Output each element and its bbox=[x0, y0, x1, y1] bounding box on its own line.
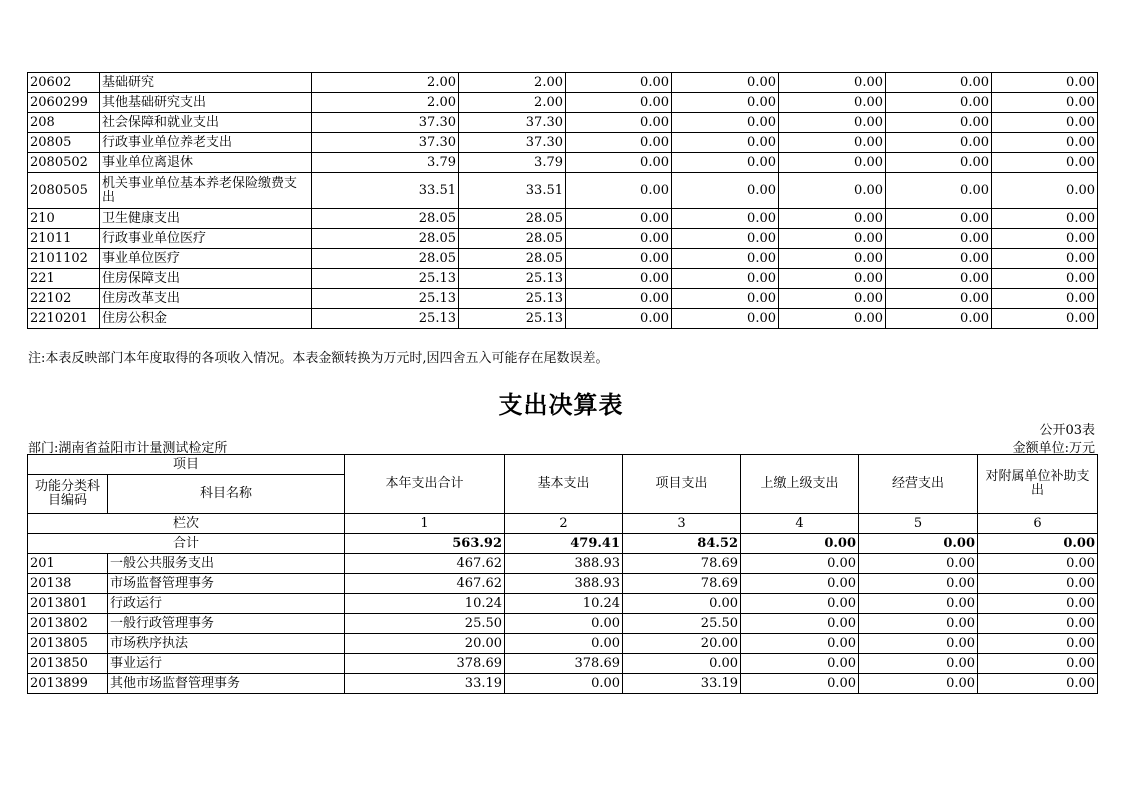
row-value: 10.24 bbox=[345, 594, 505, 614]
row-value: 0.00 bbox=[992, 229, 1098, 249]
row-value: 0.00 bbox=[886, 113, 992, 133]
row-value: 0.00 bbox=[623, 594, 741, 614]
col-number: 3 bbox=[623, 514, 741, 534]
total-value: 563.92 bbox=[345, 534, 505, 554]
row-value: 0.00 bbox=[672, 249, 779, 269]
row-value: 0.00 bbox=[978, 574, 1098, 594]
page-title: 支出决算表 bbox=[498, 391, 624, 419]
row-value: 0.00 bbox=[886, 269, 992, 289]
row-value: 2.00 bbox=[312, 73, 459, 93]
row-value: 0.00 bbox=[859, 654, 978, 674]
table-row bbox=[28, 654, 1098, 674]
row-value: 0.00 bbox=[886, 289, 992, 309]
row-code: 210 bbox=[28, 209, 100, 229]
row-value: 0.00 bbox=[992, 209, 1098, 229]
row-value: 0.00 bbox=[886, 209, 992, 229]
row-value: 0.00 bbox=[978, 634, 1098, 654]
header-subject-name: 科目名称 bbox=[108, 475, 345, 514]
expense-table bbox=[27, 454, 1098, 694]
header-col-5: 经营支出 bbox=[859, 455, 978, 514]
row-value: 0.00 bbox=[859, 614, 978, 634]
row-value: 0.00 bbox=[886, 93, 992, 113]
row-value: 0.00 bbox=[566, 309, 672, 329]
row-value: 0.00 bbox=[886, 173, 992, 209]
row-code: 2013801 bbox=[28, 594, 108, 614]
row-value: 28.05 bbox=[312, 249, 459, 269]
row-value: 0.00 bbox=[672, 209, 779, 229]
row-value: 0.00 bbox=[566, 269, 672, 289]
row-value: 0.00 bbox=[992, 133, 1098, 153]
row-code: 2080502 bbox=[28, 153, 100, 173]
row-value: 33.51 bbox=[312, 173, 459, 209]
row-value: 0.00 bbox=[566, 289, 672, 309]
row-value: 0.00 bbox=[886, 73, 992, 93]
table-row bbox=[28, 634, 1098, 654]
row-value: 0.00 bbox=[566, 249, 672, 269]
table-row bbox=[28, 209, 1098, 229]
row-code: 2060299 bbox=[28, 93, 100, 113]
table-row bbox=[28, 554, 1098, 574]
row-name: 社会保障和就业支出 bbox=[100, 113, 312, 133]
row-value: 0.00 bbox=[741, 574, 859, 594]
row-value: 0.00 bbox=[779, 153, 886, 173]
table-row bbox=[28, 674, 1098, 694]
row-value: 0.00 bbox=[992, 249, 1098, 269]
row-code: 20138 bbox=[28, 574, 108, 594]
col-number: 4 bbox=[741, 514, 859, 534]
total-value: 0.00 bbox=[859, 534, 978, 554]
row-value: 33.19 bbox=[345, 674, 505, 694]
row-value: 0.00 bbox=[886, 229, 992, 249]
row-value: 0.00 bbox=[779, 309, 886, 329]
row-value: 25.13 bbox=[459, 309, 566, 329]
table-row bbox=[28, 113, 1098, 133]
row-value: 0.00 bbox=[859, 674, 978, 694]
unit-label: 金额单位:万元 bbox=[1012, 441, 1095, 456]
row-name: 其他市场监督管理事务 bbox=[108, 674, 345, 694]
row-value: 0.00 bbox=[672, 153, 779, 173]
row-value: 388.93 bbox=[505, 554, 623, 574]
row-name: 市场秩序执法 bbox=[108, 634, 345, 654]
row-value: 0.00 bbox=[779, 93, 886, 113]
row-value: 0.00 bbox=[992, 153, 1098, 173]
row-value: 25.50 bbox=[345, 614, 505, 634]
row-value: 0.00 bbox=[566, 93, 672, 113]
row-value: 0.00 bbox=[566, 153, 672, 173]
header-col-2: 基本支出 bbox=[505, 455, 623, 514]
row-value: 0.00 bbox=[779, 113, 886, 133]
row-code: 2013850 bbox=[28, 654, 108, 674]
row-value: 0.00 bbox=[672, 229, 779, 249]
row-value: 0.00 bbox=[672, 269, 779, 289]
row-value: 28.05 bbox=[312, 209, 459, 229]
row-name: 市场监督管理事务 bbox=[108, 574, 345, 594]
table-row bbox=[28, 309, 1098, 329]
row-value: 0.00 bbox=[859, 554, 978, 574]
row-value: 0.00 bbox=[779, 73, 886, 93]
header-row-index: 栏次 bbox=[28, 514, 345, 534]
col-number: 6 bbox=[978, 514, 1098, 534]
row-value: 28.05 bbox=[312, 229, 459, 249]
header-col-3: 项目支出 bbox=[623, 455, 741, 514]
table-row bbox=[28, 133, 1098, 153]
row-value: 388.93 bbox=[505, 574, 623, 594]
row-code: 21011 bbox=[28, 229, 100, 249]
row-name: 其他基础研究支出 bbox=[100, 93, 312, 113]
table-row bbox=[28, 289, 1098, 309]
row-value: 0.00 bbox=[859, 574, 978, 594]
total-label: 合计 bbox=[28, 534, 345, 554]
total-value: 0.00 bbox=[978, 534, 1098, 554]
row-value: 0.00 bbox=[566, 133, 672, 153]
row-value: 0.00 bbox=[672, 173, 779, 209]
row-value: 0.00 bbox=[672, 289, 779, 309]
row-code: 22102 bbox=[28, 289, 100, 309]
row-code: 20805 bbox=[28, 133, 100, 153]
row-value: 0.00 bbox=[886, 133, 992, 153]
row-name: 行政事业单位医疗 bbox=[100, 229, 312, 249]
income-table-continuation bbox=[27, 72, 1098, 329]
row-value: 78.69 bbox=[623, 574, 741, 594]
row-value: 0.00 bbox=[779, 209, 886, 229]
col-number: 5 bbox=[859, 514, 978, 534]
row-value: 2.00 bbox=[312, 93, 459, 113]
row-value: 0.00 bbox=[992, 113, 1098, 133]
row-value: 0.00 bbox=[741, 674, 859, 694]
row-value: 2.00 bbox=[459, 93, 566, 113]
row-name: 卫生健康支出 bbox=[100, 209, 312, 229]
table-note: 注:本表反映部门本年度取得的各项收入情况。本表金额转换为万元时,因四舍五入可能存在尾数误差。 bbox=[28, 351, 609, 366]
row-value: 10.24 bbox=[505, 594, 623, 614]
table-row bbox=[28, 73, 1098, 93]
row-value: 0.00 bbox=[672, 73, 779, 93]
row-value: 0.00 bbox=[623, 654, 741, 674]
row-value: 0.00 bbox=[741, 654, 859, 674]
row-value: 0.00 bbox=[859, 594, 978, 614]
table-row bbox=[28, 153, 1098, 173]
row-name: 一般行政管理事务 bbox=[108, 614, 345, 634]
row-value: 28.05 bbox=[459, 249, 566, 269]
table-row bbox=[28, 574, 1098, 594]
row-value: 0.00 bbox=[566, 73, 672, 93]
row-value: 0.00 bbox=[779, 173, 886, 209]
row-code: 221 bbox=[28, 269, 100, 289]
table-row bbox=[28, 614, 1098, 634]
table-row bbox=[28, 93, 1098, 113]
row-value: 3.79 bbox=[459, 153, 566, 173]
row-value: 0.00 bbox=[779, 289, 886, 309]
row-value: 0.00 bbox=[505, 674, 623, 694]
row-value: 37.30 bbox=[459, 133, 566, 153]
row-code: 2013802 bbox=[28, 614, 108, 634]
row-name: 住房公积金 bbox=[100, 309, 312, 329]
row-value: 0.00 bbox=[741, 594, 859, 614]
row-code: 2013899 bbox=[28, 674, 108, 694]
row-value: 0.00 bbox=[741, 614, 859, 634]
row-code: 2013805 bbox=[28, 634, 108, 654]
row-value: 0.00 bbox=[859, 634, 978, 654]
row-value: 0.00 bbox=[505, 614, 623, 634]
row-value: 0.00 bbox=[992, 269, 1098, 289]
row-name: 行政事业单位养老支出 bbox=[100, 133, 312, 153]
total-row bbox=[28, 534, 1098, 554]
row-value: 28.05 bbox=[459, 209, 566, 229]
row-value: 0.00 bbox=[992, 73, 1098, 93]
row-value: 0.00 bbox=[779, 249, 886, 269]
header-func-code: 功能分类科目编码 bbox=[28, 475, 108, 514]
row-value: 37.30 bbox=[459, 113, 566, 133]
row-value: 0.00 bbox=[779, 269, 886, 289]
header-col-4: 上缴上级支出 bbox=[741, 455, 859, 514]
row-value: 20.00 bbox=[623, 634, 741, 654]
row-value: 25.50 bbox=[623, 614, 741, 634]
row-value: 25.13 bbox=[312, 269, 459, 289]
row-value: 0.00 bbox=[779, 133, 886, 153]
row-value: 0.00 bbox=[978, 654, 1098, 674]
row-value: 0.00 bbox=[992, 309, 1098, 329]
row-value: 0.00 bbox=[566, 113, 672, 133]
row-value: 0.00 bbox=[886, 309, 992, 329]
row-value: 378.69 bbox=[505, 654, 623, 674]
table-row bbox=[28, 229, 1098, 249]
header-col-1: 本年支出合计 bbox=[345, 455, 505, 514]
row-value: 3.79 bbox=[312, 153, 459, 173]
row-value: 0.00 bbox=[566, 229, 672, 249]
row-name: 住房改革支出 bbox=[100, 289, 312, 309]
row-value: 0.00 bbox=[978, 594, 1098, 614]
col-number: 2 bbox=[505, 514, 623, 534]
row-value: 0.00 bbox=[566, 173, 672, 209]
row-code: 2101102 bbox=[28, 249, 100, 269]
row-name: 事业单位医疗 bbox=[100, 249, 312, 269]
department-label: 部门:湖南省益阳市计量测试检定所 bbox=[28, 441, 228, 456]
sheet-code: 公开03表 bbox=[1039, 423, 1095, 438]
row-value: 378.69 bbox=[345, 654, 505, 674]
row-name: 住房保障支出 bbox=[100, 269, 312, 289]
row-value: 25.13 bbox=[312, 289, 459, 309]
row-name: 一般公共服务支出 bbox=[108, 554, 345, 574]
row-code: 2210201 bbox=[28, 309, 100, 329]
row-name: 机关事业单位基本养老保险缴费支出 bbox=[100, 173, 312, 209]
row-value: 78.69 bbox=[623, 554, 741, 574]
row-value: 25.13 bbox=[459, 269, 566, 289]
row-value: 0.00 bbox=[992, 93, 1098, 113]
row-code: 2080505 bbox=[28, 173, 100, 209]
row-value: 0.00 bbox=[886, 153, 992, 173]
row-value: 0.00 bbox=[779, 229, 886, 249]
table-row bbox=[28, 594, 1098, 614]
row-value: 0.00 bbox=[978, 614, 1098, 634]
row-value: 0.00 bbox=[505, 634, 623, 654]
row-value: 0.00 bbox=[672, 93, 779, 113]
table-row bbox=[28, 173, 1098, 209]
row-value: 0.00 bbox=[992, 289, 1098, 309]
row-code: 201 bbox=[28, 554, 108, 574]
row-value: 0.00 bbox=[741, 554, 859, 574]
total-value: 0.00 bbox=[741, 534, 859, 554]
row-value: 33.19 bbox=[623, 674, 741, 694]
row-value: 33.51 bbox=[459, 173, 566, 209]
row-value: 467.62 bbox=[345, 554, 505, 574]
row-value: 20.00 bbox=[345, 634, 505, 654]
row-name: 基础研究 bbox=[100, 73, 312, 93]
row-value: 467.62 bbox=[345, 574, 505, 594]
row-value: 25.13 bbox=[459, 289, 566, 309]
row-value: 0.00 bbox=[741, 634, 859, 654]
col-number: 1 bbox=[345, 514, 505, 534]
header-col-6: 对附属单位补助支出 bbox=[978, 455, 1098, 514]
row-value: 0.00 bbox=[672, 133, 779, 153]
table-row bbox=[28, 269, 1098, 289]
row-value: 0.00 bbox=[978, 674, 1098, 694]
table-row bbox=[28, 249, 1098, 269]
row-value: 0.00 bbox=[672, 113, 779, 133]
row-value: 0.00 bbox=[886, 249, 992, 269]
row-value: 0.00 bbox=[672, 309, 779, 329]
row-name: 行政运行 bbox=[108, 594, 345, 614]
row-value: 0.00 bbox=[992, 173, 1098, 209]
row-value: 0.00 bbox=[566, 209, 672, 229]
row-value: 37.30 bbox=[312, 113, 459, 133]
total-value: 479.41 bbox=[505, 534, 623, 554]
row-value: 2.00 bbox=[459, 73, 566, 93]
header-item: 项目 bbox=[28, 455, 345, 475]
row-value: 25.13 bbox=[312, 309, 459, 329]
row-code: 208 bbox=[28, 113, 100, 133]
row-name: 事业运行 bbox=[108, 654, 345, 674]
row-name: 事业单位离退休 bbox=[100, 153, 312, 173]
row-value: 37.30 bbox=[312, 133, 459, 153]
total-value: 84.52 bbox=[623, 534, 741, 554]
row-value: 0.00 bbox=[978, 554, 1098, 574]
row-code: 20602 bbox=[28, 73, 100, 93]
row-value: 28.05 bbox=[459, 229, 566, 249]
